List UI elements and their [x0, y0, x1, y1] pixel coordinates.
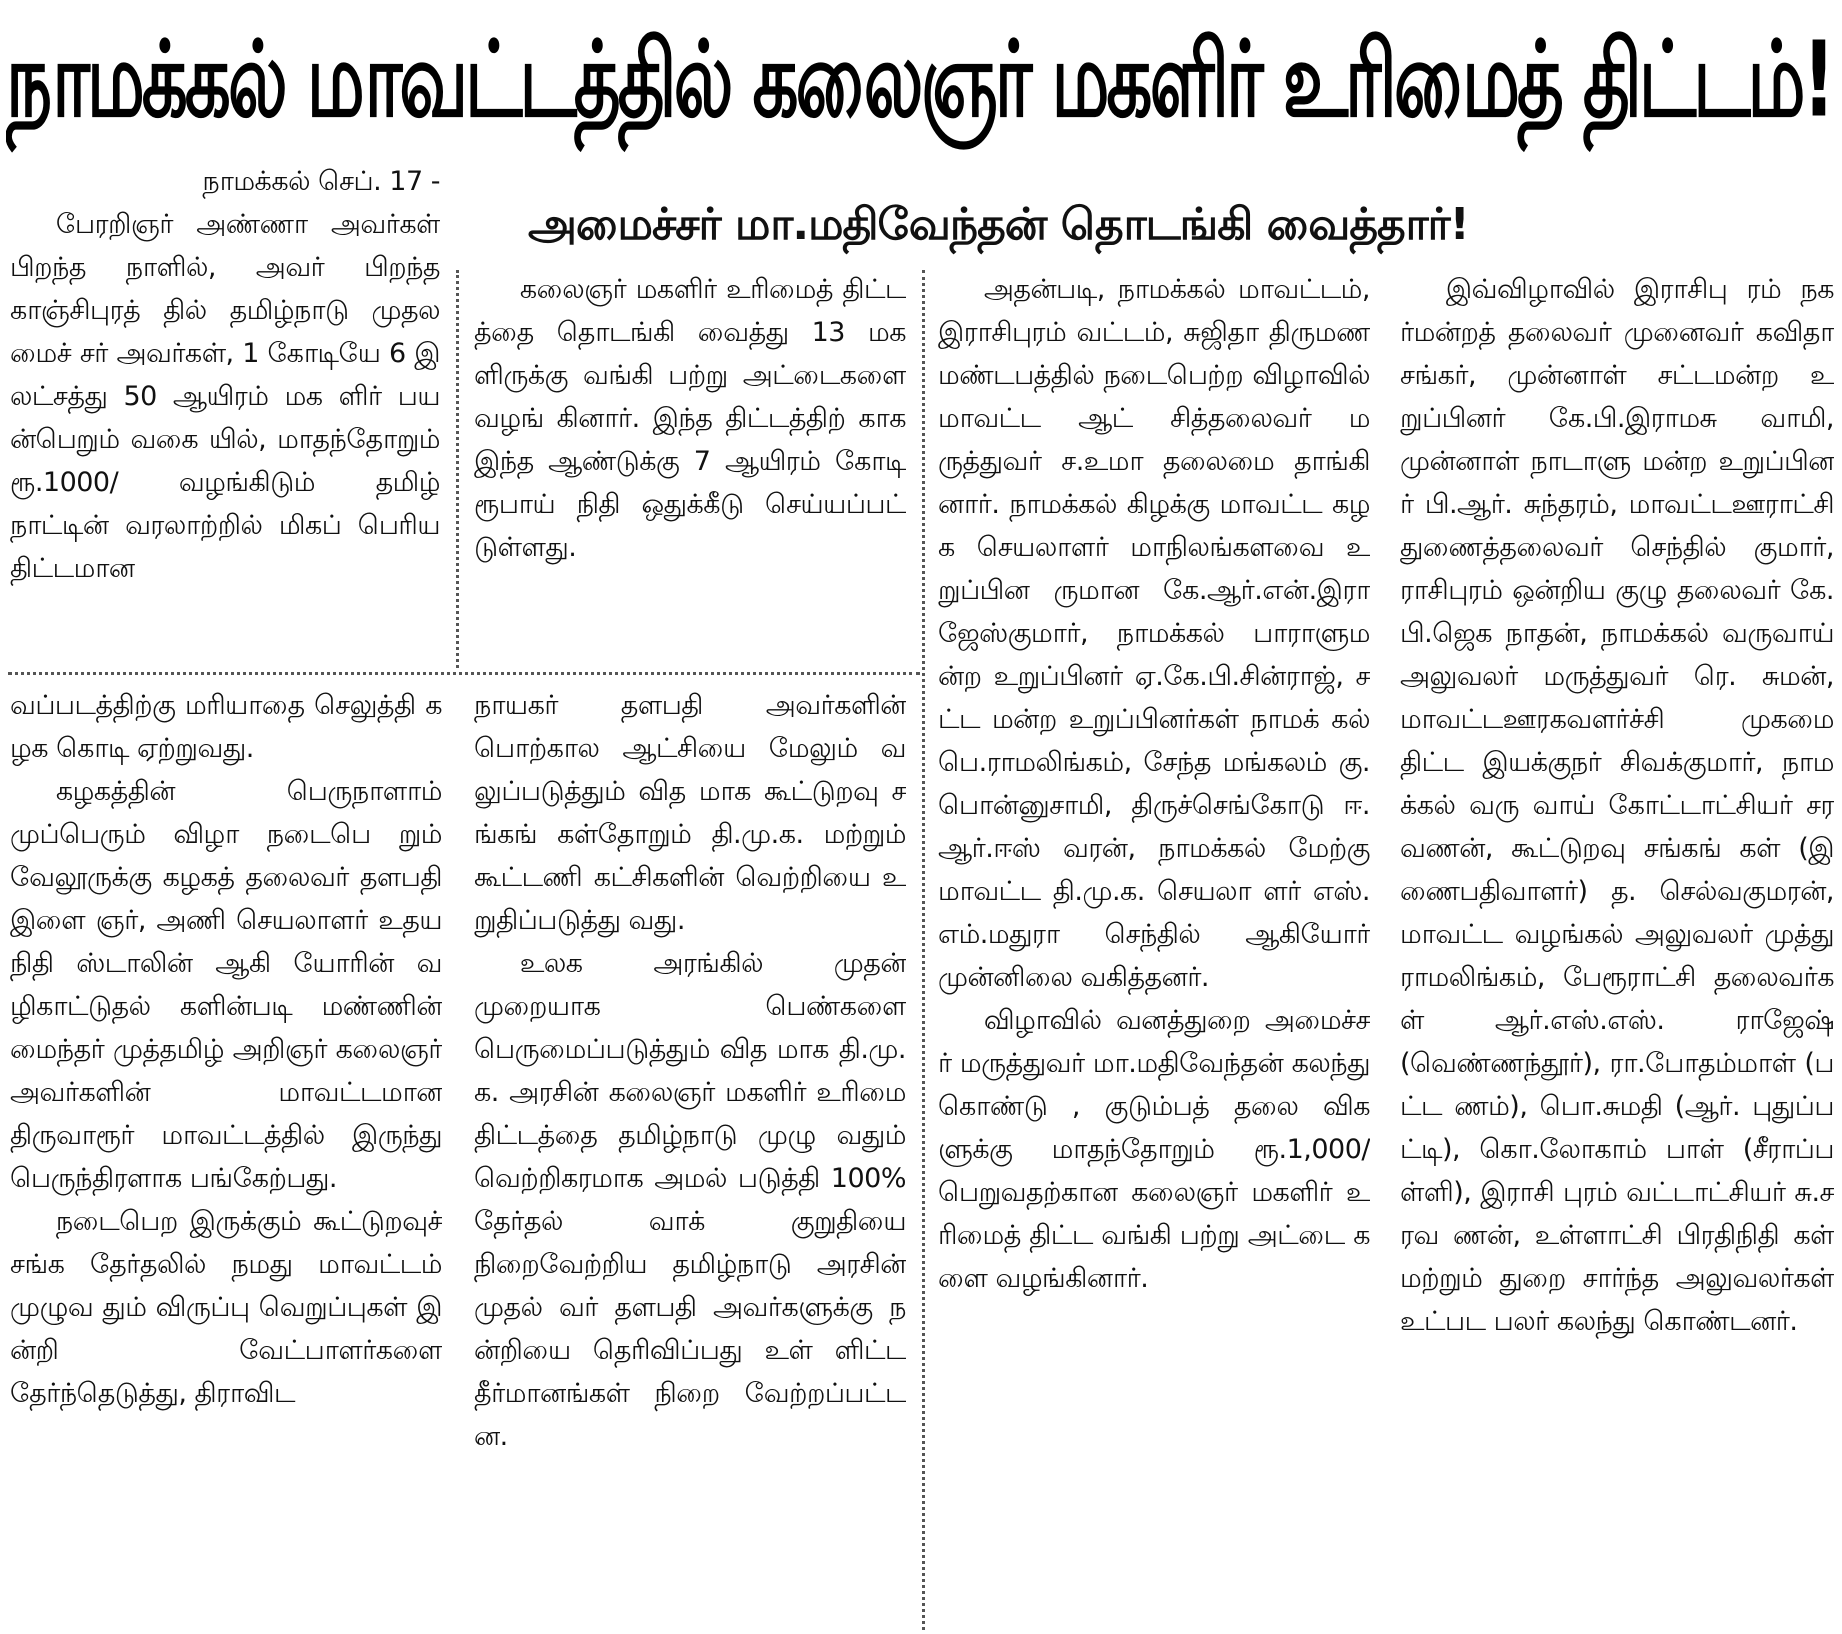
paragraph: வப்படத்திற்கு மரியாதை செலுத்தி கழக கொடி ஏற்றுவது.: [10, 690, 442, 764]
subheadline: அமைச்சர் மா.மதிவேந்தன் தொடங்கி வைத்தார்!: [528, 199, 1469, 250]
column-divider: [456, 270, 459, 668]
paragraph: உலக அரங்கில் முதன் முறையாக பெண்களை பெருமைப்படுத்தும் வித மாக தி.மு.க. அரசின் கலைஞர் மகளிர் உரிமை திட்டத்தை தமிழ்நாடு முழு வதும் வெற்றிகரமாக அமல் படுத்தி 100% தேர்தல் வாக் குறுதியை நிறைவேற்றிய தமிழ்நாடு அரசின் முதல் வர் தளபதி அவர்களுக்கு நன்றியை தெரிவிப்பது உள் ளிட்ட தீர்மானங்கள் நிறை வேற்றப்பட்டன.: [474, 948, 906, 1452]
section-divider: [8, 672, 920, 675]
paragraph: விழாவில் வனத்துறை அமைச்சர் மருத்துவர் மா.மதிவேந்தன் கலந்து கொண்டு , குடும்பத் தலை விகளுக்கு மாதந்தோறும் ரூ.1,000/ பெறுவதற்கான கலைஞர் மகளிர் உரிமைத் திட்ட வங்கி பற்று அட்டை களை வழங்கினார்.: [938, 1005, 1370, 1294]
column-2-top: [474, 268, 906, 658]
paragraph: நாயகர் தளபதி அவர்களின் பொற்கால ஆட்சியை மேலும் வலுப்படுத்தும் வித மாக கூட்டுறவு சங்கங் கள்தோறும் தி.மு.க. மற்றும் கூட்டணி கட்சிகளின் வெற்றியை உறுதிப்படுத்து வது.: [474, 690, 906, 936]
paragraph: அதன்படி, நாமக்கல் மாவட்டம், இராசிபுரம் வட்டம், சுஜிதா திருமண மண்டபத்தில் நடைபெற்ற விழாவில் மாவட்ட ஆட் சித்தலைவர் மருத்துவர் ச.உமா தலைமை தாங்கி னார். நாமக்கல் கிழக்கு மாவட்ட கழக செயலாளர் மாநிலங்களவை உறுப்பின ருமான கே.ஆர்.என்.இரா ஜேஸ்குமார், நாமக்கல் பாராளுமன்ற உறுப்பினர் ஏ.கே.பி.சின்ராஜ், சட்ட மன்ற உறுப்பினர்கள் நாமக் கல் பெ.ராமலிங்கம், சேந்த மங்கலம் கு.பொன்னுசாமி, திருச்செங்கோடு ஈ.ஆர்.ஈஸ் வரன், நாமக்கல் மேற்கு மாவட்ட தி.மு.க. செயலா ளர் எஸ்.எம்.மதுரா செந்தில் ஆகியோர் முன்னிலை வகித்தனர்.: [938, 274, 1370, 993]
paragraph: இவ்விழாவில் இராசிபு ரம் நகர்மன்றத் தலைவர் முனைவர் கவிதா சங்கர், முன்னாள் சட்டமன்ற உறுப்பினர் கே.பி.இராமசு வாமி, முன்னாள் நாடாளு மன்ற உறுப்பினர் பி.ஆர். சுந்தரம், மாவட்டஊராட்சி துணைத்தலைவர் செந்தில் குமார், ராசிபுரம் ஒன்றிய குழு தலைவர் கே.பி.ஜெக நாதன், நாமக்கல் வருவாய் அலுவலர் மருத்துவர் ரெ. சுமன்,மாவட்டஊரகவளர்ச்சி முகமை திட்ட இயக்குநர் சிவக்குமார், நாமக்கல் வரு வாய் கோட்டாட்சியர் சர வணன், கூட்டுறவு சங்கங் கள் (இணைபதிவாளர்) த. செல்வகுமரன், மாவட்ட வழங்கல் அலுவலர் முத்து ராமலிங்கம், பேரூராட்சி தலைவர்கள் ஆர்.எஸ்.எஸ். ராஜேஷ் (வெண்ணந்தூர்), ரா.போதம்மாள் (பட்ட ணம்), பொ.சுமதி (ஆர். புதுப்பட்டி), கொ.லோகாம் பாள் (சீராப்பள்ளி), இராசி புரம் வட்டாட்சியர் சு.சரவ ணன், உள்ளாட்சி பிரதிநிதி கள் மற்றும் துறை சார்ந்த அலுவலர்கள் உட்பட பலர் கலந்து கொண்டனர்.: [1400, 274, 1834, 1337]
column-1-top: [10, 160, 440, 665]
column-4: [1400, 268, 1834, 1632]
column-2-bottom: [474, 684, 906, 1632]
headline: நாமக்கல் மாவட்டத்தில் கலைஞர் மகளிர் உரிமைத் திட்டம்!: [6, 18, 1833, 140]
dateline: நாமக்கல் செப். 17 -: [202, 166, 440, 197]
column-1-bottom: [10, 684, 442, 1632]
paragraph: கழகத்தின் பெருநாளாம் முப்பெரும் விழா நடைபெ றும் வேலூருக்கு கழகத் தலைவர் தளபதி இளை ஞர், அணி செயலாளர் உதயநிதி ஸ்டாலின் ஆகி யோரின் வழிகாட்டுதல் களின்படி மண்ணின் மைந்தர் முத்தமிழ் அறிஞர் கலைஞர் அவர்களின் மாவட்டமான திருவாரூர் மாவட்டத்தில் இருந்து பெருந்திரளாக பங்கேற்பது.: [10, 776, 442, 1194]
column-divider: [922, 270, 925, 1630]
paragraph: நடைபெற இருக்கும் கூட்டுறவுச் சங்க தேர்தலில் நமது மாவட்டம் முழுவ தும் விருப்பு வெறுப்புகள் இன்றி வேட்பாளர்களை தேர்ந்தெடுத்து, திராவிட: [10, 1206, 442, 1409]
paragraph: கலைஞர் மகளிர் உரிமைத் திட்டத்தை தொடங்கி வைத்து 13 மகளிருக்கு வங்கி பற்று அட்டைகளை வழங் கினார். இந்த திட்டத்திற் காக இந்த ஆண்டுக்கு 7 ஆயிரம் கோடி ரூபாய் நிதி ஒதுக்கீடு செய்யப்பட் டுள்ளது.: [474, 274, 906, 563]
column-3: [938, 268, 1370, 1632]
paragraph: பேரறிஞர் அண்ணா அவர்கள் பிறந்த நாளில், அவர் பிறந்த காஞ்சிபுரத் தில் தமிழ்நாடு முதலமைச் சர் அவர்கள், 1 கோடியே 6 இலட்சத்து 50 ஆயிரம் மக ளிர் பயன்பெறும் வகை யில், மாதந்தோறும் ரூ.1000/ வழங்கிடும் தமிழ் நாட்டின் வரலாற்றில் மிகப் பெரிய திட்டமான: [10, 209, 440, 584]
